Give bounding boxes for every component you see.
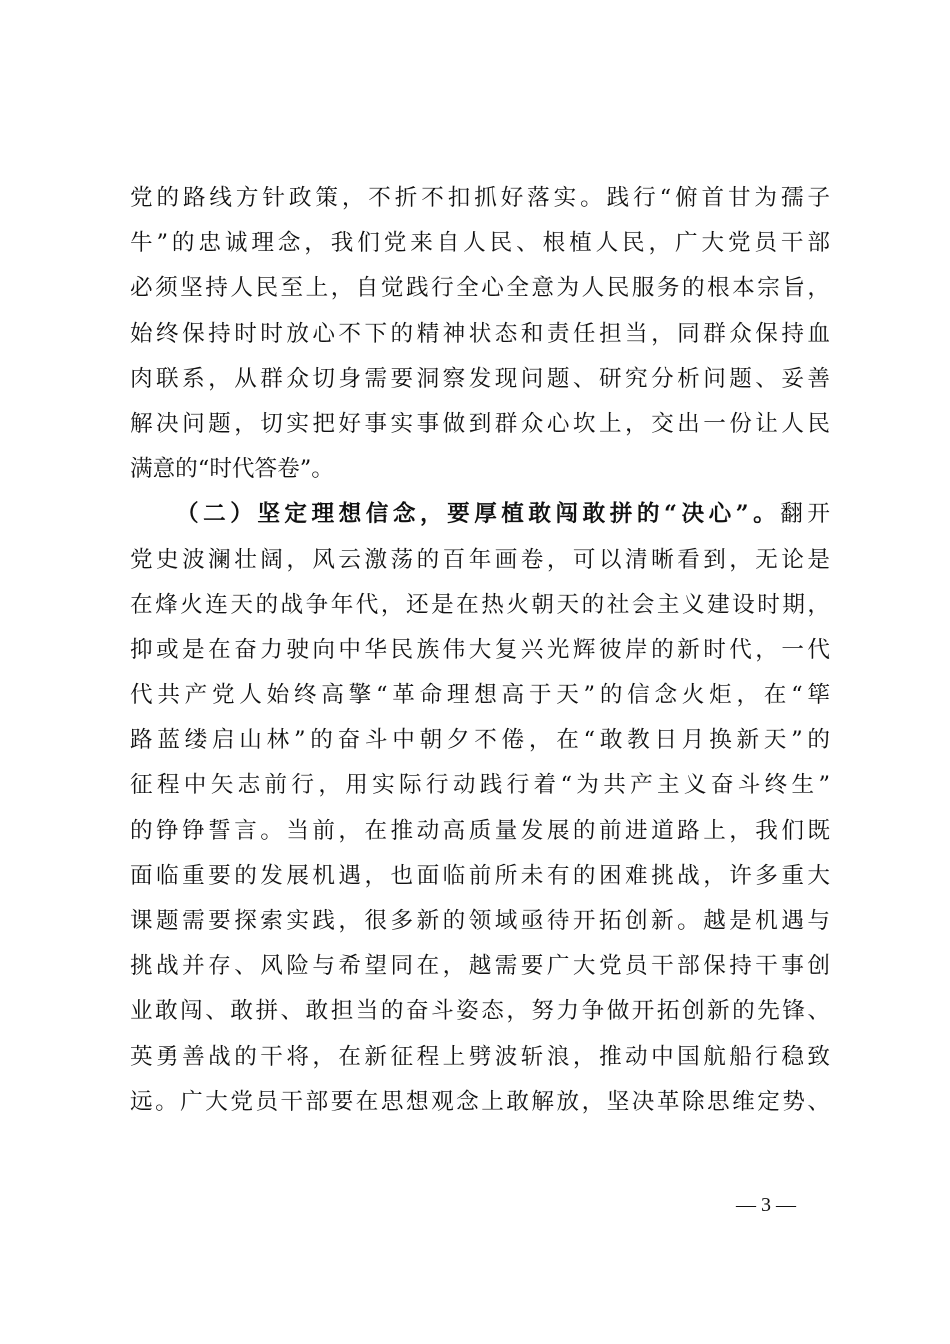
text-line: 路蓝缕启山林”的奋斗中朝夕不倦，在“敢教日月换新天”的	[130, 727, 830, 754]
text-line: 业敢闯、敢拼、敢担当的奋斗姿态，努力争做开拓创新的先锋、	[130, 998, 830, 1025]
text-line: 解决问题，切实把好事实事做到群众心坎上，交出一份让人民	[130, 410, 830, 437]
page-number: — 3 —	[736, 1194, 796, 1216]
text-line: 面临重要的发展机遇，也面临前所未有的困难挑战，许多重大	[130, 862, 830, 889]
document-body	[130, 176, 830, 1125]
text-line: 肉联系，从群众切身需要洞察发现问题、研究分析问题、妥善	[130, 365, 830, 392]
text-line: 党的路线方针政策，不折不扣抓好落实。践行“俯首甘为孺子	[130, 185, 830, 211]
text-line: 征程中矢志前行，用实际行动践行着“为共产主义奋斗终生”	[130, 772, 830, 799]
text-line: 代共产党人始终高擎“革命理想高于天”的信念火炬，在“筚	[130, 682, 830, 709]
text-line: 的铮铮誓言。当前，在推动高质量发展的前进道路上，我们既	[130, 817, 830, 844]
paragraph-1	[130, 176, 830, 492]
text-line: 挑战并存、风险与希望同在，越需要广大党员干部保持干事创	[130, 953, 830, 980]
text-line: 牛”的忠诚理念，我们党来自人民、根植人民，广大党员干部	[130, 230, 830, 257]
text-line: 远。广大党员干部要在思想观念上敢解放，坚决革除思维定势、	[130, 1088, 830, 1115]
paragraph-2-first-line	[130, 492, 830, 537]
text-line: 始终保持时时放心不下的精神状态和责任担当，同群众保持血	[130, 320, 830, 347]
text-line: 满意的“时代答卷”。	[130, 456, 334, 483]
text-line: 英勇善战的干将，在新征程上劈波斩浪，推动中国航船行稳致	[130, 1043, 830, 1070]
text-fragment: 翻开	[780, 501, 830, 528]
section-heading: （二）坚定理想信念，要厚植敢闯敢拼的“决心”。	[176, 501, 781, 528]
text-line: 课题需要探索实践，很多新的领域亟待开拓创新。越是机遇与	[130, 908, 830, 934]
paragraph-2	[130, 492, 830, 1125]
text-line: 党史波澜壮阔，风云激荡的百年画卷，可以清晰看到，无论是	[130, 546, 830, 573]
text-line: 在烽火连天的战争年代，还是在热火朝天的社会主义建设时期，	[130, 591, 830, 618]
text-line: 必须坚持人民至上，自觉践行全心全意为人民服务的根本宗旨，	[130, 275, 830, 302]
text-line: 抑或是在奋力驶向中华民族伟大复兴光辉彼岸的新时代，一代	[130, 636, 830, 663]
